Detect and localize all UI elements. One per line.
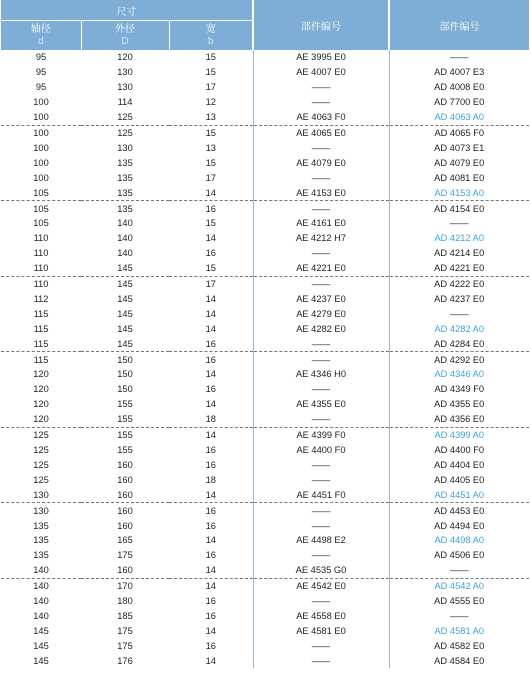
part-number-ad-cell: AD 4356 E0 bbox=[389, 412, 529, 427]
width-cell: 15 bbox=[205, 52, 216, 63]
part-number-ae-cell: —— bbox=[253, 95, 389, 110]
part-number-ae-cell: —— bbox=[253, 472, 389, 487]
table-row bbox=[1, 306, 529, 321]
part-number-ad-cell: AD 4355 E0 bbox=[389, 397, 529, 412]
shaft-diameter-cell: 125 bbox=[33, 459, 49, 470]
table-row bbox=[1, 170, 529, 185]
part-number-ad-cell: —— bbox=[389, 50, 529, 65]
part-number-ae-cell: AE 4451 F0 bbox=[253, 487, 389, 502]
width-cell: 18 bbox=[169, 412, 253, 427]
dimensions-group-header: 尺寸 bbox=[1, 0, 253, 21]
outer-diameter-cell: 145 bbox=[117, 308, 133, 319]
part-number-ad-cell: AD 4399 A0 bbox=[389, 427, 529, 442]
width-cell: 14 bbox=[169, 487, 253, 502]
part-number-ae-cell: AE 4221 E0 bbox=[253, 261, 389, 276]
shaft-diameter-cell: 105 bbox=[1, 185, 81, 200]
part-number-ae-cell: —— bbox=[253, 170, 389, 185]
outer-diameter-cell: 175 bbox=[117, 625, 133, 636]
part-number-ad-cell: AD 4349 F0 bbox=[389, 382, 529, 397]
width-cell: 14 bbox=[205, 430, 216, 441]
width-cell: 15 bbox=[205, 218, 216, 229]
outer-diameter-cell: 125 bbox=[117, 127, 133, 138]
part-number-ae-cell: AE 4346 H0 bbox=[253, 367, 389, 382]
shaft-diameter-cell: 125 bbox=[33, 430, 49, 441]
table-row bbox=[1, 336, 529, 351]
table-row bbox=[1, 110, 529, 125]
table-row bbox=[1, 65, 529, 80]
width-cell: 13 bbox=[169, 110, 253, 125]
part-number-ad-cell: AD 4451 A0 bbox=[389, 487, 529, 502]
outer-diameter-cell: 160 bbox=[117, 459, 133, 470]
width-cell: 14 bbox=[205, 535, 216, 546]
outer-diameter-cell: 155 bbox=[117, 445, 133, 456]
width-cell: 14 bbox=[205, 233, 216, 244]
part-number-ad-cell: AD 4506 E0 bbox=[389, 548, 529, 563]
outer-diameter-cell: 180 bbox=[117, 596, 133, 607]
outer-diameter-cell: 145 bbox=[81, 336, 169, 351]
shaft-diameter-cell: 95 bbox=[35, 67, 47, 78]
shaft-diameter-cell: 110 bbox=[33, 233, 49, 244]
outer-diameter-header bbox=[81, 21, 169, 51]
part-number-ad-cell: AD 4405 E0 bbox=[389, 472, 529, 487]
shaft-diameter-cell: 145 bbox=[33, 640, 49, 651]
part-number-ad-cell: AD 4400 F0 bbox=[389, 443, 529, 458]
table-row bbox=[1, 231, 529, 246]
width-cell: 16 bbox=[205, 203, 216, 214]
outer-diameter-cell: 160 bbox=[81, 487, 169, 502]
table-row bbox=[1, 276, 529, 291]
width-cell: 15 bbox=[205, 127, 216, 138]
part-number-ad-cell: AD 4292 E0 bbox=[389, 352, 529, 367]
part-number-ad-cell: AD 4282 A0 bbox=[389, 321, 529, 336]
shaft-diameter-cell: 140 bbox=[33, 610, 49, 621]
part-number-ae-cell: —— bbox=[253, 457, 389, 472]
outer-diameter-cell: 160 bbox=[117, 474, 133, 485]
outer-diameter-cell: 135 bbox=[117, 203, 133, 214]
shaft-diameter-cell: 145 bbox=[33, 655, 49, 666]
shaft-diameter-cell: 100 bbox=[33, 142, 49, 153]
shaft-diameter-cell: 135 bbox=[33, 535, 49, 546]
part-number-ae-cell: AE 4355 E0 bbox=[253, 397, 389, 412]
width-cell: 15 bbox=[205, 157, 216, 168]
shaft-diameter-cell: 120 bbox=[1, 412, 81, 427]
part-number-ae-cell: AE 4400 F0 bbox=[253, 443, 389, 458]
table-row bbox=[1, 623, 529, 638]
part-number-ad-header: 部件编号 bbox=[389, 0, 529, 50]
outer-diameter-cell: 135 bbox=[81, 185, 169, 200]
outer-diameter-cell: 160 bbox=[117, 505, 133, 516]
table-row bbox=[1, 50, 529, 65]
table-row bbox=[1, 382, 529, 397]
shaft-diameter-cell: 115 bbox=[33, 323, 49, 334]
part-number-ae-cell: —— bbox=[253, 653, 389, 668]
part-number-ae-cell: AE 4399 F0 bbox=[253, 427, 389, 442]
part-number-ad-cell: AD 4542 A0 bbox=[389, 578, 529, 593]
table-row bbox=[1, 140, 529, 155]
width-cell: 14 bbox=[205, 369, 216, 380]
part-number-ad-cell: AD 4221 E0 bbox=[389, 261, 529, 276]
part-number-ae-cell: —— bbox=[253, 594, 389, 609]
table-row bbox=[1, 95, 529, 110]
table-row bbox=[1, 548, 529, 563]
shaft-diameter-cell: 130 bbox=[33, 505, 49, 516]
outer-diameter-cell: 125 bbox=[81, 110, 169, 125]
outer-diameter-cell: 130 bbox=[117, 142, 133, 153]
width-cell: 12 bbox=[205, 97, 216, 108]
part-number-ae-cell: —— bbox=[253, 412, 389, 427]
width-cell: 16 bbox=[169, 336, 253, 351]
shaft-diameter-cell: 140 bbox=[1, 563, 81, 578]
table-body bbox=[1, 50, 529, 668]
outer-diameter-label: 外径 bbox=[115, 23, 135, 35]
table-row bbox=[1, 594, 529, 609]
part-number-ad-cell: AD 7700 E0 bbox=[389, 95, 529, 110]
part-number-ad-cell: AD 4065 F0 bbox=[389, 125, 529, 140]
outer-diameter-cell: 145 bbox=[117, 323, 133, 334]
outer-diameter-cell: 160 bbox=[81, 563, 169, 578]
outer-diameter-cell: 135 bbox=[117, 157, 133, 168]
shaft-diameter-cell: 120 bbox=[33, 384, 49, 395]
part-number-ae-cell: AE 4279 E0 bbox=[253, 306, 389, 321]
outer-diameter-symbol: D bbox=[121, 35, 129, 47]
shaft-diameter-label: 轴径 bbox=[30, 23, 51, 35]
table-row bbox=[1, 246, 529, 261]
table-row bbox=[1, 321, 529, 336]
part-number-ad-cell: AD 4222 E0 bbox=[389, 276, 529, 291]
part-number-ae-cell: AE 4542 E0 bbox=[253, 578, 389, 593]
width-label: 宽 bbox=[205, 23, 216, 35]
table-row bbox=[1, 397, 529, 412]
part-number-ad-cell: —— bbox=[389, 563, 529, 578]
width-cell: 15 bbox=[205, 67, 216, 78]
shaft-diameter-cell: 100 bbox=[33, 172, 49, 183]
part-number-ae-cell: —— bbox=[253, 276, 389, 291]
part-number-ad-cell: AD 4582 E0 bbox=[389, 638, 529, 653]
part-number-ae-cell: AE 4153 E0 bbox=[253, 185, 389, 200]
shaft-diameter-cell: 110 bbox=[33, 279, 49, 290]
outer-diameter-cell: 130 bbox=[117, 67, 133, 78]
outer-diameter-cell: 160 bbox=[117, 520, 133, 531]
table-row bbox=[1, 216, 529, 231]
shaft-diameter-cell: 110 bbox=[1, 261, 81, 276]
outer-diameter-cell: 165 bbox=[117, 535, 133, 546]
shaft-diameter-cell: 105 bbox=[33, 218, 49, 229]
part-number-ad-cell: AD 4153 A0 bbox=[389, 185, 529, 200]
part-number-ad-cell: AD 4453 E0 bbox=[389, 503, 529, 518]
shaft-diameter-cell: 125 bbox=[33, 445, 49, 456]
part-number-ae-cell: —— bbox=[253, 518, 389, 533]
part-number-ad-cell: AD 4494 E0 bbox=[389, 518, 529, 533]
width-cell: 14 bbox=[169, 563, 253, 578]
part-number-ae-cell: —— bbox=[253, 140, 389, 155]
part-number-ad-cell: AD 4008 E0 bbox=[389, 80, 529, 95]
table-row bbox=[1, 578, 529, 593]
part-number-ae-cell: AE 4065 E0 bbox=[253, 125, 389, 140]
outer-diameter-cell: 176 bbox=[117, 655, 133, 666]
part-number-ae-cell: AE 4063 F0 bbox=[253, 110, 389, 125]
table-row bbox=[1, 443, 529, 458]
width-cell: 14 bbox=[205, 399, 216, 410]
part-number-ad-cell: —— bbox=[389, 306, 529, 321]
width-cell: 14 bbox=[205, 308, 216, 319]
width-cell: 16 bbox=[205, 505, 216, 516]
part-number-ad-cell: AD 4498 A0 bbox=[389, 533, 529, 548]
shaft-diameter-cell: 100 bbox=[33, 157, 49, 168]
outer-diameter-cell: 150 bbox=[117, 354, 133, 365]
table-row bbox=[1, 503, 529, 518]
table-row bbox=[1, 518, 529, 533]
part-number-ae-cell: —— bbox=[253, 548, 389, 563]
outer-diameter-cell: 120 bbox=[117, 52, 133, 63]
shaft-diameter-cell: 145 bbox=[33, 625, 49, 636]
part-number-ae-header: 部件编号 bbox=[253, 0, 389, 50]
shaft-diameter-cell: 115 bbox=[33, 354, 49, 365]
part-number-ad-cell: AD 4346 A0 bbox=[389, 367, 529, 382]
outer-diameter-cell: 135 bbox=[117, 172, 133, 183]
part-number-ae-cell: AE 4007 E0 bbox=[253, 65, 389, 80]
outer-diameter-cell: 150 bbox=[117, 384, 133, 395]
width-cell: 14 bbox=[169, 185, 253, 200]
width-cell: 17 bbox=[205, 82, 216, 93]
part-number-ad-cell: —— bbox=[389, 609, 529, 624]
part-number-ae-cell: —— bbox=[253, 246, 389, 261]
outer-diameter-cell: 140 bbox=[117, 248, 133, 259]
part-number-ae-cell: AE 4237 E0 bbox=[253, 292, 389, 307]
shaft-diameter-cell: 95 bbox=[35, 82, 47, 93]
table-row bbox=[1, 638, 529, 653]
part-number-ae-cell: —— bbox=[253, 638, 389, 653]
part-number-ae-cell: —— bbox=[253, 336, 389, 351]
outer-diameter-cell: 155 bbox=[117, 430, 133, 441]
outer-diameter-cell: 170 bbox=[117, 581, 133, 592]
width-cell: 17 bbox=[205, 279, 216, 290]
shaft-diameter-cell: 125 bbox=[33, 474, 49, 485]
table-row bbox=[1, 352, 529, 367]
shaft-diameter-cell: 120 bbox=[33, 369, 49, 380]
part-number-ae-cell: AE 3995 E0 bbox=[253, 50, 389, 65]
outer-diameter-cell: 155 bbox=[117, 399, 133, 410]
width-cell: 16 bbox=[205, 445, 216, 456]
table-row bbox=[1, 155, 529, 170]
shaft-diameter-header bbox=[1, 21, 81, 51]
outer-diameter-cell: 150 bbox=[117, 369, 133, 380]
width-cell: 16 bbox=[205, 610, 216, 621]
width-symbol: b bbox=[207, 35, 214, 47]
table-row bbox=[1, 487, 529, 502]
table-row bbox=[1, 292, 529, 307]
shaft-diameter-cell: 115 bbox=[1, 336, 81, 351]
outer-diameter-cell: 114 bbox=[117, 97, 133, 108]
width-cell: 16 bbox=[205, 640, 216, 651]
shaft-diameter-cell: 130 bbox=[1, 487, 81, 502]
part-number-ae-cell: —— bbox=[253, 201, 389, 216]
shaft-diameter-cell: 95 bbox=[35, 52, 47, 63]
width-cell: 16 bbox=[205, 596, 216, 607]
width-cell: 17 bbox=[205, 172, 216, 183]
part-number-ae-cell: AE 4498 E2 bbox=[253, 533, 389, 548]
shaft-diameter-cell: 110 bbox=[33, 248, 49, 259]
table-row bbox=[1, 457, 529, 472]
shaft-diameter-cell: 100 bbox=[1, 110, 81, 125]
shaft-diameter-cell: 105 bbox=[33, 203, 49, 214]
width-cell: 14 bbox=[205, 625, 216, 636]
part-number-ad-cell: AD 4284 E0 bbox=[389, 336, 529, 351]
shaft-diameter-cell: 100 bbox=[33, 97, 49, 108]
table-row bbox=[1, 563, 529, 578]
parts-table bbox=[1, 0, 529, 668]
shaft-diameter-cell: 135 bbox=[33, 520, 49, 531]
part-number-ae-cell: —— bbox=[253, 80, 389, 95]
table-row bbox=[1, 125, 529, 140]
table-row bbox=[1, 261, 529, 276]
part-number-ad-cell: AD 4214 E0 bbox=[389, 246, 529, 261]
width-cell: 14 bbox=[205, 581, 216, 592]
width-cell: 16 bbox=[205, 550, 216, 561]
outer-diameter-cell: 145 bbox=[117, 279, 133, 290]
part-number-ad-cell: AD 4081 E0 bbox=[389, 170, 529, 185]
outer-diameter-cell: 140 bbox=[117, 233, 133, 244]
part-number-ae-cell: AE 4535 G0 bbox=[253, 563, 389, 578]
part-number-ae-cell: AE 4581 E0 bbox=[253, 623, 389, 638]
part-number-ad-cell: AD 4555 E0 bbox=[389, 594, 529, 609]
shaft-diameter-cell: 100 bbox=[33, 127, 49, 138]
part-number-ad-cell: AD 4584 E0 bbox=[389, 653, 529, 668]
table-row bbox=[1, 80, 529, 95]
part-number-ae-cell: —— bbox=[253, 382, 389, 397]
part-number-ad-cell: AD 4063 A0 bbox=[389, 110, 529, 125]
table-header bbox=[1, 0, 529, 50]
part-number-ad-cell: —— bbox=[389, 216, 529, 231]
part-number-ad-cell: AD 4007 E3 bbox=[389, 65, 529, 80]
part-number-ae-cell: AE 4161 E0 bbox=[253, 216, 389, 231]
shaft-diameter-cell: 112 bbox=[33, 293, 49, 304]
outer-diameter-cell: 155 bbox=[81, 412, 169, 427]
width-cell: 16 bbox=[205, 520, 216, 531]
part-number-ae-cell: AE 4212 H7 bbox=[253, 231, 389, 246]
part-number-ae-cell: —— bbox=[253, 503, 389, 518]
width-cell: 18 bbox=[205, 474, 216, 485]
outer-diameter-cell: 185 bbox=[117, 610, 133, 621]
table-row bbox=[1, 609, 529, 624]
table-row bbox=[1, 653, 529, 668]
shaft-diameter-cell: 140 bbox=[33, 596, 49, 607]
table-row bbox=[1, 427, 529, 442]
part-number-ad-cell: AD 4237 E0 bbox=[389, 292, 529, 307]
shaft-diameter-cell: 135 bbox=[33, 550, 49, 561]
part-number-ad-cell: AD 4404 E0 bbox=[389, 457, 529, 472]
width-cell: 13 bbox=[205, 142, 216, 153]
shaft-diameter-cell: 120 bbox=[33, 399, 49, 410]
part-number-ad-cell: AD 4073 E1 bbox=[389, 140, 529, 155]
width-cell: 14 bbox=[205, 293, 216, 304]
part-number-ad-cell: AD 4212 A0 bbox=[389, 231, 529, 246]
outer-diameter-cell: 145 bbox=[117, 293, 133, 304]
part-number-ae-cell: —— bbox=[253, 352, 389, 367]
table-row bbox=[1, 412, 529, 427]
width-header bbox=[169, 21, 253, 51]
width-cell: 14 bbox=[205, 323, 216, 334]
table-row bbox=[1, 367, 529, 382]
width-cell: 14 bbox=[205, 655, 216, 666]
part-number-ad-cell: AD 4154 E0 bbox=[389, 201, 529, 216]
width-cell: 16 bbox=[205, 248, 216, 259]
part-number-ae-cell: AE 4282 E0 bbox=[253, 321, 389, 336]
outer-diameter-cell: 140 bbox=[117, 218, 133, 229]
width-cell: 16 bbox=[205, 384, 216, 395]
part-number-ad-cell: AD 4079 E0 bbox=[389, 155, 529, 170]
width-cell: 15 bbox=[169, 261, 253, 276]
outer-diameter-cell: 175 bbox=[117, 550, 133, 561]
outer-diameter-cell: 130 bbox=[117, 82, 133, 93]
width-cell: 16 bbox=[205, 354, 216, 365]
outer-diameter-cell: 175 bbox=[117, 640, 133, 651]
part-number-ad-cell: AD 4581 A0 bbox=[389, 623, 529, 638]
table-row bbox=[1, 201, 529, 216]
table-row bbox=[1, 533, 529, 548]
width-cell: 16 bbox=[205, 459, 216, 470]
shaft-diameter-cell: 140 bbox=[33, 581, 49, 592]
shaft-diameter-symbol: d bbox=[37, 35, 44, 47]
outer-diameter-cell: 145 bbox=[81, 261, 169, 276]
part-number-ae-cell: AE 4079 E0 bbox=[253, 155, 389, 170]
table-row bbox=[1, 472, 529, 487]
part-number-ae-cell: AE 4558 E0 bbox=[253, 609, 389, 624]
shaft-diameter-cell: 115 bbox=[33, 308, 49, 319]
table-row bbox=[1, 185, 529, 200]
